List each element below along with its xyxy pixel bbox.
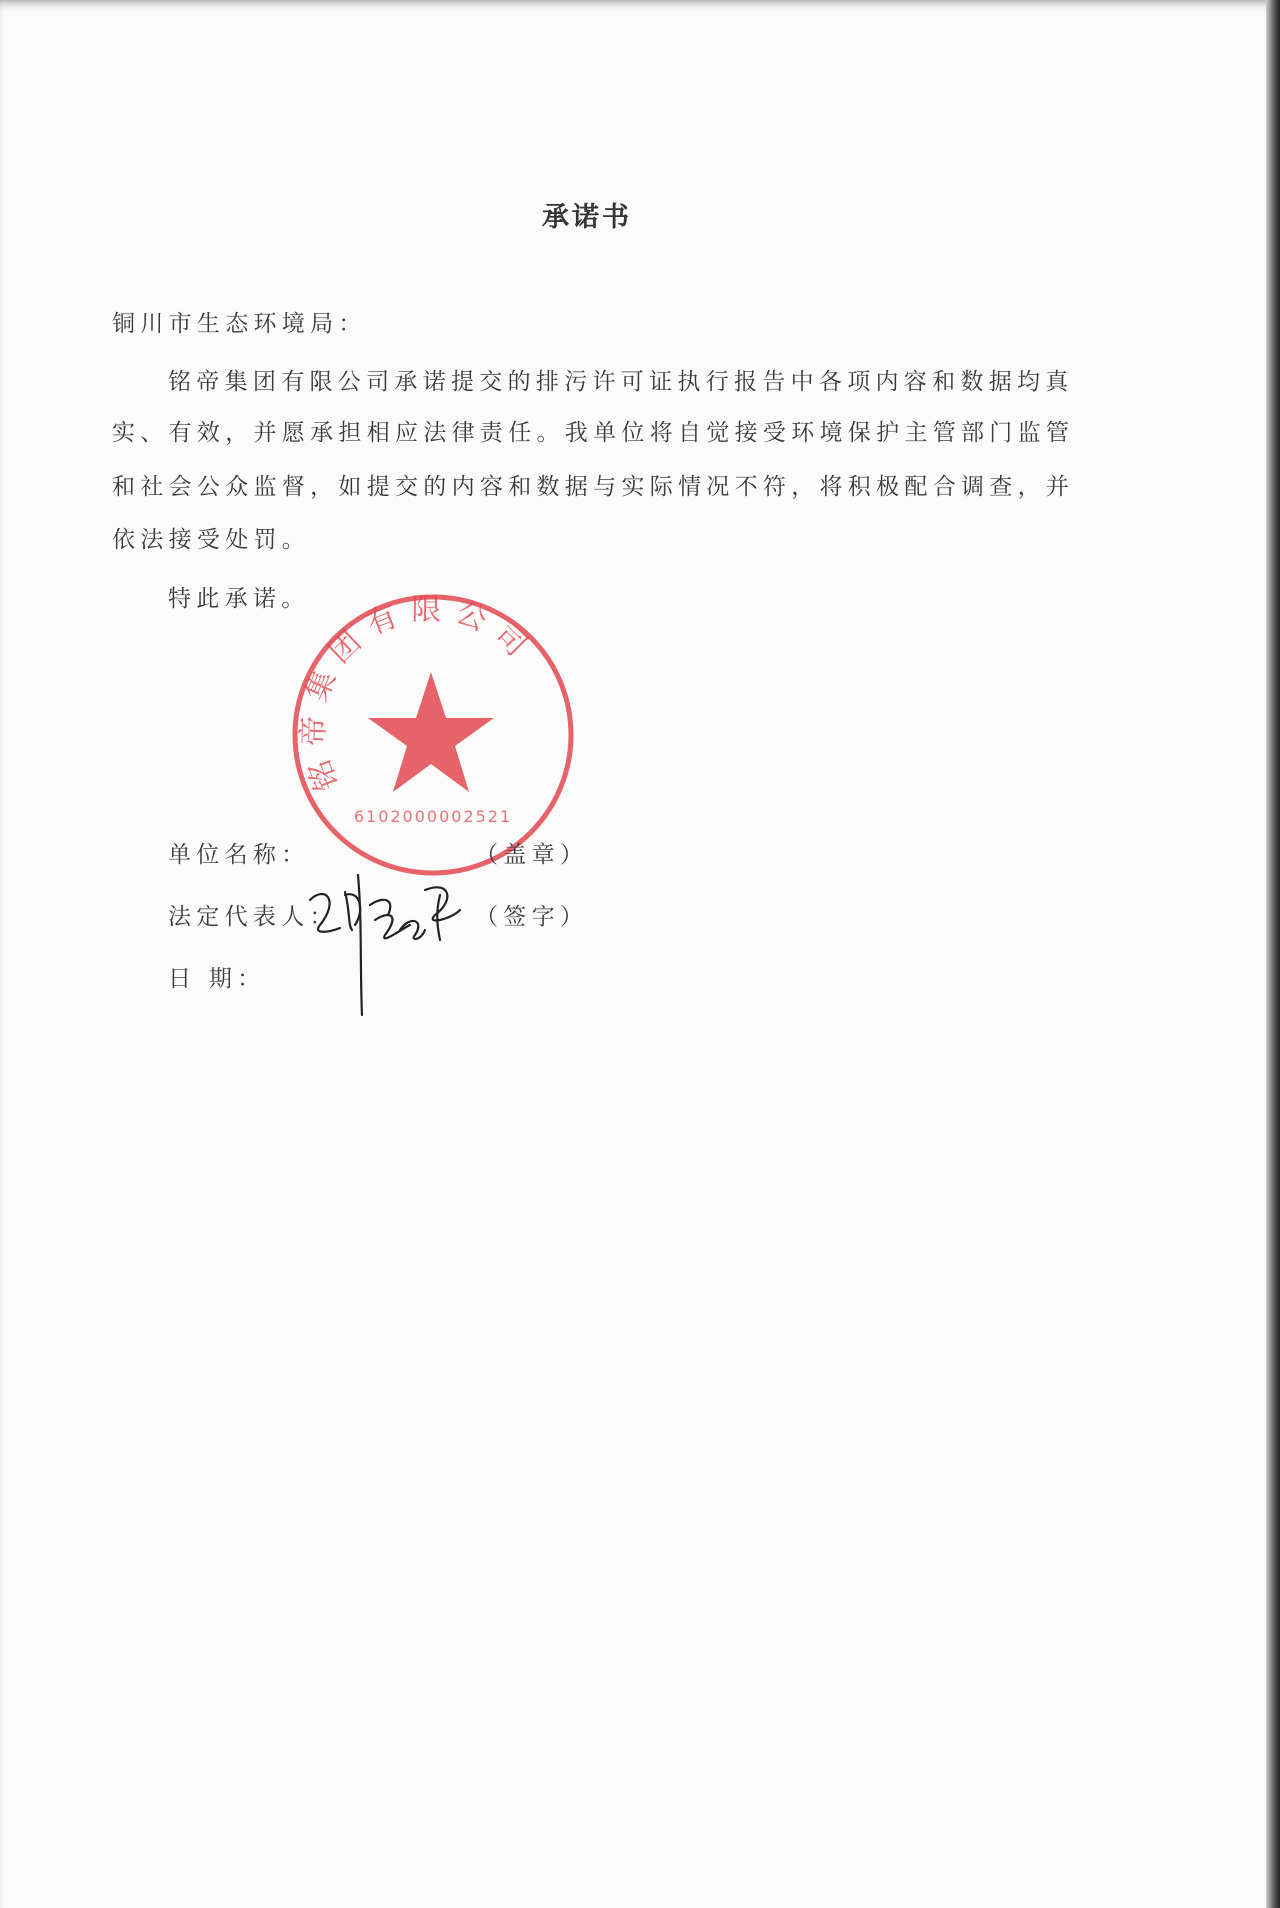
body-line: 和社会公众监督，如提交的内容和数据与实际情况不符，将积极配合调查，并 (112, 474, 1075, 500)
closing: 特此承诺。 (168, 586, 310, 612)
addressee: 铜川市生态环境局： (112, 311, 367, 337)
signature-note: （签字） (475, 904, 589, 930)
handwritten-signature (300, 870, 470, 1020)
date-label: 日 期： (168, 966, 266, 992)
scan-edge (1266, 0, 1280, 1908)
svg-text:6102000002521: 6102000002521 (353, 807, 513, 826)
seal-note: （盖章） (475, 842, 589, 868)
legal-representative-label: 法定代表人： (168, 904, 338, 930)
body-line: 依法接受处罚。 (112, 527, 311, 553)
document-title: 承诺书 (542, 202, 632, 233)
body-line: 铭帝集团有限公司承诺提交的排污许可证执行报告中各项内容和数据均真 (168, 369, 1074, 395)
body-line: 实、有效，并愿承担相应法律责任。我单位将自觉接受环境保护主管部门监管 (112, 420, 1075, 446)
star-icon (368, 672, 494, 792)
svg-text:铭帝集团有限公司: 铭帝集团有限公司 (295, 592, 542, 796)
unit-name-label: 单位名称： (168, 842, 310, 868)
